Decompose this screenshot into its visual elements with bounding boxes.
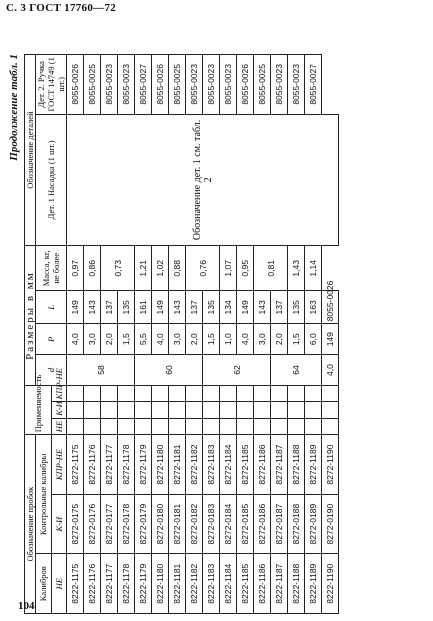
applicability-kn-cell bbox=[152, 402, 169, 418]
applicability-kn-cell bbox=[118, 402, 135, 418]
kprne-header: КПР-НЕ bbox=[51, 435, 67, 495]
applicability-ne-cell bbox=[101, 418, 118, 434]
kprne-cell: 8272-1175 bbox=[67, 435, 84, 495]
rotated-table-block bbox=[8, 54, 428, 614]
applicability-ne-cell bbox=[271, 418, 288, 434]
ne-cell: 8222-1183 bbox=[203, 554, 220, 614]
det2-cell: 8055-0023 bbox=[271, 55, 288, 115]
kprne-cell: 8272-1180 bbox=[152, 435, 169, 495]
ne-cell: 8222-1179 bbox=[135, 554, 152, 614]
d-cell: 64 bbox=[271, 355, 322, 386]
l-cell: 137 bbox=[101, 291, 118, 324]
det2-cell: 8055-0025 bbox=[169, 55, 186, 115]
applicability-ne-cell bbox=[84, 418, 101, 434]
probes-group-header: Обозначение пробок bbox=[25, 435, 36, 614]
ap-ne-header: НЕ bbox=[51, 418, 67, 434]
applicability-kprne-cell bbox=[186, 385, 203, 401]
l-cell: 149 bbox=[237, 291, 254, 324]
ne-cell: 8222-1186 bbox=[254, 554, 271, 614]
det2-cell: 8055-0027 bbox=[135, 55, 152, 115]
applicability-header: Применяемость bbox=[25, 385, 52, 434]
ne-cell: 8222-1181 bbox=[169, 554, 186, 614]
det2-cell: 8055-0023 bbox=[101, 55, 118, 115]
l-cell: 135 bbox=[203, 291, 220, 324]
mass-cell: 0,81 bbox=[254, 246, 288, 291]
kn-cell: 8272-0189 bbox=[305, 494, 322, 554]
p-cell: 3,0 bbox=[169, 324, 186, 355]
applicability-kn-cell bbox=[271, 402, 288, 418]
table-body bbox=[67, 55, 339, 614]
l-header: L bbox=[36, 291, 67, 324]
ne-cell: 8222-1187 bbox=[271, 554, 288, 614]
p-cell: 2,0 bbox=[271, 324, 288, 355]
applicability-kn-cell bbox=[254, 402, 271, 418]
kprne-cell: 8272-1190 bbox=[322, 435, 339, 495]
ne-cell: 8222-1184 bbox=[220, 554, 237, 614]
l-cell: 135 bbox=[118, 291, 135, 324]
page-number: 104 bbox=[18, 600, 35, 612]
det2-cell: 8055-0026 bbox=[322, 291, 339, 324]
mass-cell: 1,21 bbox=[135, 246, 152, 291]
p-header: P bbox=[36, 324, 67, 355]
d-header: d bbox=[36, 355, 67, 386]
applicability-ne-cell bbox=[118, 418, 135, 434]
mass-cell: 0,88 bbox=[169, 246, 186, 291]
kprne-cell: 8272-1181 bbox=[169, 435, 186, 495]
kn-cell: 8272-0177 bbox=[101, 494, 118, 554]
applicability-kprne-cell bbox=[135, 385, 152, 401]
ne-cell: 8222-1180 bbox=[152, 554, 169, 614]
ne-cell: 8222-1175 bbox=[67, 554, 84, 614]
applicability-kprne-cell bbox=[237, 385, 254, 401]
kprne-cell: 8272-1184 bbox=[220, 435, 237, 495]
applicability-kprne-cell bbox=[152, 385, 169, 401]
kprne-cell: 8272-1189 bbox=[305, 435, 322, 495]
d-cell: 60 bbox=[135, 355, 203, 386]
det2-cell: 8055-0025 bbox=[254, 55, 271, 115]
l-cell: 134 bbox=[220, 291, 237, 324]
parts-header: Обозначение деталей bbox=[25, 55, 36, 246]
kn-cell: 8272-0190 bbox=[322, 494, 339, 554]
applicability-kn-cell bbox=[288, 402, 305, 418]
ap-kn-header: К-И bbox=[51, 402, 67, 418]
mass-cell: 1,07 bbox=[220, 246, 237, 291]
det1-note-cell: Обозначение дет. 1 см. табл. 2 bbox=[67, 114, 339, 246]
det2-cell: 8055-0026 bbox=[152, 55, 169, 115]
kprne-cell: 8272-1182 bbox=[186, 435, 203, 495]
applicability-kn-cell bbox=[84, 402, 101, 418]
p-cell: 4,0 bbox=[152, 324, 169, 355]
l-cell: 143 bbox=[169, 291, 186, 324]
det2-header: Дет. 2. Ручка ГОСТ 14749 (1 шт.) bbox=[36, 55, 67, 115]
applicability-kprne-cell bbox=[67, 385, 84, 401]
ne-cell: 8222-1188 bbox=[288, 554, 305, 614]
mass-cell: 1,02 bbox=[152, 246, 169, 291]
applicability-ne-cell bbox=[203, 418, 220, 434]
applicability-kn-cell bbox=[67, 402, 84, 418]
applicability-ne-cell bbox=[305, 418, 322, 434]
mass-cell: 0,76 bbox=[186, 246, 220, 291]
kprne-cell: 8272-1178 bbox=[118, 435, 135, 495]
page-header: С. 3 ГОСТ 17760—72 bbox=[6, 2, 117, 14]
l-cell: 135 bbox=[288, 291, 305, 324]
gauge-table bbox=[24, 54, 339, 614]
mass-cell: 0,97 bbox=[67, 246, 84, 291]
ne-cell: 8222-1182 bbox=[186, 554, 203, 614]
kprne-cell: 8272-1185 bbox=[237, 435, 254, 495]
kn-cell: 8272-0185 bbox=[237, 494, 254, 554]
applicability-kprne-cell bbox=[271, 385, 288, 401]
kn-cell: 8272-0186 bbox=[254, 494, 271, 554]
applicability-kn-cell bbox=[169, 402, 186, 418]
det2-cell: 8055-0026 bbox=[67, 55, 84, 115]
l-cell: 143 bbox=[254, 291, 271, 324]
kprne-cell: 8272-1187 bbox=[271, 435, 288, 495]
p-cell: 1,5 bbox=[203, 324, 220, 355]
l-cell: 161 bbox=[135, 291, 152, 324]
ne-cell: 8222-1189 bbox=[305, 554, 322, 614]
det2-cell: 8055-0026 bbox=[237, 55, 254, 115]
mass-cell: 0,95 bbox=[237, 246, 254, 291]
applicability-kprne-cell bbox=[254, 385, 271, 401]
kn-header: К-И bbox=[51, 494, 67, 554]
table-row bbox=[67, 55, 84, 614]
p-cell: 2,0 bbox=[101, 324, 118, 355]
applicability-ne-cell bbox=[288, 418, 305, 434]
applicability-kn-cell bbox=[305, 402, 322, 418]
ne-cell: 8222-1190 bbox=[322, 554, 339, 614]
kn-cell: 8272-0188 bbox=[288, 494, 305, 554]
kprne-cell: 8272-1179 bbox=[135, 435, 152, 495]
applicability-kprne-cell bbox=[220, 385, 237, 401]
det1-header: Дет. 1 Насадка (1 шт.) bbox=[36, 114, 67, 246]
kprne-cell: 8272-1183 bbox=[203, 435, 220, 495]
kprne-cell: 8272-1186 bbox=[254, 435, 271, 495]
kn-cell: 8272-0181 bbox=[169, 494, 186, 554]
applicability-kprne-cell bbox=[203, 385, 220, 401]
l-cell: 137 bbox=[186, 291, 203, 324]
applicability-kn-cell bbox=[203, 402, 220, 418]
det2-cell: 8055-0023 bbox=[288, 55, 305, 115]
kn-cell: 8272-0187 bbox=[271, 494, 288, 554]
l-cell: 149 bbox=[322, 324, 339, 355]
ne-cell: 8222-1177 bbox=[101, 554, 118, 614]
kn-cell: 8272-0184 bbox=[220, 494, 237, 554]
applicability-kprne-cell bbox=[101, 385, 118, 401]
mass-cell: 0,73 bbox=[101, 246, 135, 291]
det2-cell: 8055-0025 bbox=[84, 55, 101, 115]
applicability-kn-cell bbox=[322, 402, 339, 418]
p-cell: 4,0 bbox=[322, 355, 339, 386]
p-cell: 1,5 bbox=[288, 324, 305, 355]
p-cell: 1,0 bbox=[220, 324, 237, 355]
applicability-kn-cell bbox=[101, 402, 118, 418]
l-cell: 163 bbox=[305, 291, 322, 324]
det2-cell: 8055-0023 bbox=[118, 55, 135, 115]
applicability-kn-cell bbox=[220, 402, 237, 418]
mass-header: Масса, кг, не более bbox=[36, 246, 67, 291]
control-gauges-header: Контрольные калибры bbox=[36, 435, 52, 554]
kprne-cell: 8272-1176 bbox=[84, 435, 101, 495]
kn-cell: 8272-0180 bbox=[152, 494, 169, 554]
applicability-ne-cell bbox=[135, 418, 152, 434]
mass-cell: 1,43 bbox=[288, 246, 305, 291]
mass-cell: 1,14 bbox=[305, 246, 322, 291]
applicability-ne-cell bbox=[152, 418, 169, 434]
d-cell: 58 bbox=[67, 355, 135, 386]
det2-cell: 8055-0023 bbox=[203, 55, 220, 115]
continuation-caption: Продолжение табл. 1 bbox=[8, 54, 20, 161]
ap-kprne-header: КПР-НЕ bbox=[51, 385, 67, 401]
kn-cell: 8272-0182 bbox=[186, 494, 203, 554]
kn-cell: 8272-0179 bbox=[135, 494, 152, 554]
applicability-kn-cell bbox=[237, 402, 254, 418]
applicability-kprne-cell bbox=[169, 385, 186, 401]
l-cell: 149 bbox=[67, 291, 84, 324]
applicability-ne-cell bbox=[322, 418, 339, 434]
ne-header: НЕ bbox=[51, 554, 67, 614]
applicability-kprne-cell bbox=[288, 385, 305, 401]
l-cell: 149 bbox=[152, 291, 169, 324]
kn-cell: 8272-0178 bbox=[118, 494, 135, 554]
p-cell: 2,0 bbox=[186, 324, 203, 355]
p-cell: 3,0 bbox=[84, 324, 101, 355]
kalibr-header: Калибров bbox=[36, 554, 52, 614]
applicability-ne-cell bbox=[169, 418, 186, 434]
kprne-cell: 8272-1188 bbox=[288, 435, 305, 495]
applicability-ne-cell bbox=[237, 418, 254, 434]
kn-cell: 8272-0175 bbox=[67, 494, 84, 554]
applicability-kprne-cell bbox=[118, 385, 135, 401]
applicability-ne-cell bbox=[254, 418, 271, 434]
l-cell: 143 bbox=[84, 291, 101, 324]
applicability-ne-cell bbox=[67, 418, 84, 434]
applicability-ne-cell bbox=[220, 418, 237, 434]
kprne-cell: 8272-1177 bbox=[101, 435, 118, 495]
applicability-ne-cell bbox=[186, 418, 203, 434]
p-cell: 6,0 bbox=[305, 324, 322, 355]
applicability-kn-cell bbox=[135, 402, 152, 418]
applicability-kn-cell bbox=[186, 402, 203, 418]
l-cell: 137 bbox=[271, 291, 288, 324]
ne-cell: 8222-1176 bbox=[84, 554, 101, 614]
d-cell: 62 bbox=[203, 355, 271, 386]
ne-cell: 8222-1185 bbox=[237, 554, 254, 614]
p-cell: 1,5 bbox=[118, 324, 135, 355]
det2-cell: 8055-0023 bbox=[186, 55, 203, 115]
p-cell: 4,0 bbox=[67, 324, 84, 355]
det2-cell: 8055-0027 bbox=[305, 55, 322, 115]
applicability-kprne-cell bbox=[322, 385, 339, 401]
mass-cell: 0,86 bbox=[84, 246, 101, 291]
p-cell: 3,0 bbox=[254, 324, 271, 355]
sizes-header: Размеры в мм bbox=[25, 246, 36, 386]
ne-cell: 8222-1178 bbox=[118, 554, 135, 614]
kn-cell: 8272-0183 bbox=[203, 494, 220, 554]
kn-cell: 8272-0176 bbox=[84, 494, 101, 554]
applicability-kprne-cell bbox=[84, 385, 101, 401]
det2-cell: 8055-0023 bbox=[220, 55, 237, 115]
p-cell: 4,0 bbox=[237, 324, 254, 355]
applicability-kprne-cell bbox=[305, 385, 322, 401]
p-cell: 5,5 bbox=[135, 324, 152, 355]
